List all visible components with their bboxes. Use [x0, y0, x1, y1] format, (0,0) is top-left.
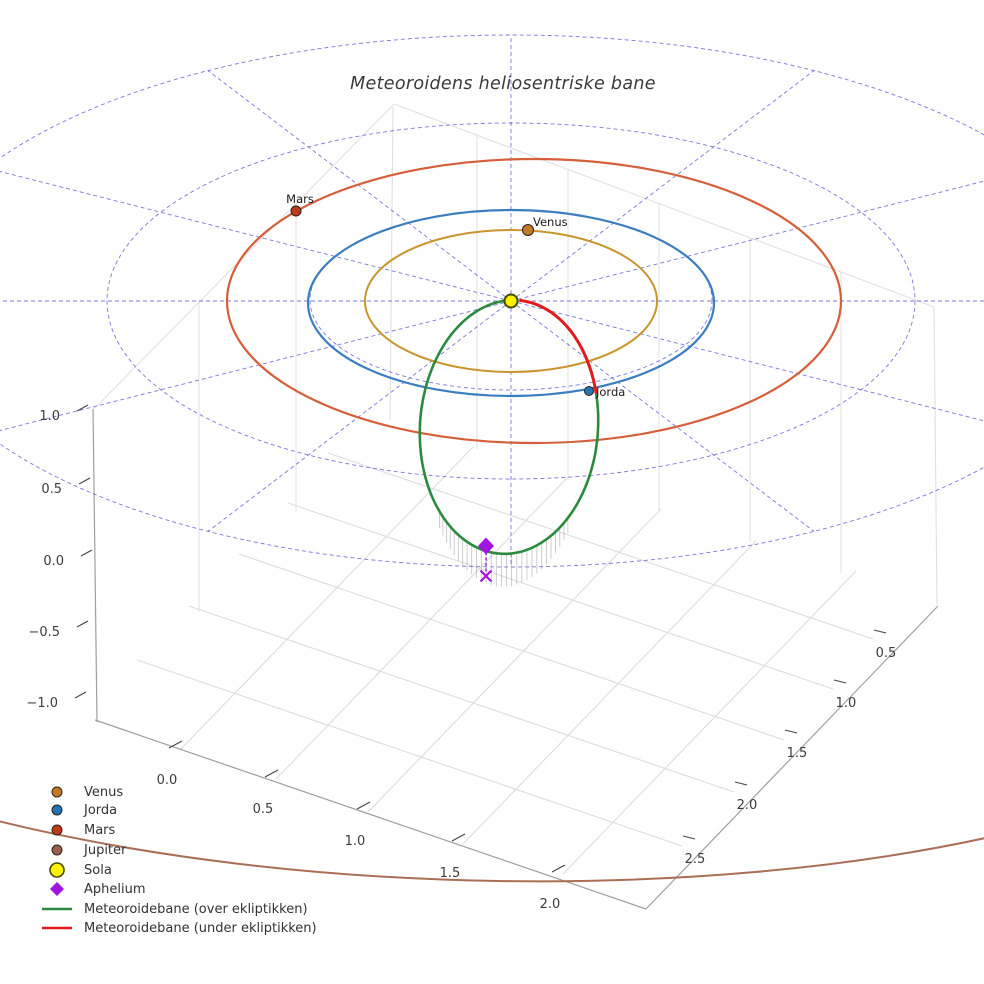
floor-gridline-y — [137, 660, 682, 846]
legend-label: Venus — [84, 785, 124, 800]
legend-marker-aphelium — [50, 882, 64, 896]
polar-radial-line — [0, 301, 511, 434]
y-tick-mark — [874, 630, 886, 633]
roof-right-edge — [394, 104, 934, 307]
back-corner-edge — [390, 107, 393, 420]
z-tick-label: −0.5 — [28, 625, 60, 640]
floor-gridline-y — [328, 453, 873, 639]
polar-radial-line — [0, 168, 511, 301]
z-tick-mark — [77, 405, 88, 411]
roof-left-edge — [94, 104, 394, 409]
planet-dot-mars — [291, 206, 301, 216]
z-tick-label: 0.5 — [41, 482, 62, 497]
x-tick-mark — [169, 741, 182, 748]
floor-gridline-x — [463, 541, 756, 844]
legend-label: Mars — [84, 823, 116, 838]
x-tick-label: 1.0 — [344, 834, 366, 849]
polar-radial-line — [511, 301, 814, 531]
floor-gridline-x — [563, 571, 856, 874]
polar-radial-line — [511, 168, 984, 301]
z-tick-mark — [77, 621, 88, 627]
legend-label: Aphelium — [84, 882, 146, 897]
y-tick-mark — [785, 730, 797, 733]
floor-gridlines — [137, 447, 873, 874]
floor-gridline-y — [189, 606, 734, 792]
jupiter-orbit — [0, 820, 984, 881]
floor-gridline-x — [276, 476, 569, 779]
legend-label: Jupiter — [84, 843, 127, 858]
legend-label: Sola — [84, 863, 112, 878]
legend-marker-venus — [52, 787, 62, 797]
planet-dot-jorda — [585, 387, 594, 396]
z-tick-label: 0.0 — [43, 554, 64, 569]
z-tick-mark — [75, 692, 86, 698]
z-tick-label: 1.0 — [39, 409, 60, 424]
meteoroid-orbit-above — [420, 301, 598, 554]
legend-marker-jupiter — [52, 845, 62, 855]
planet-label-jorda: Jorda — [596, 385, 626, 399]
polar-radial-line — [208, 301, 511, 531]
z-tick-mark — [79, 478, 90, 484]
legend-label: Jorda — [84, 803, 118, 818]
x-tick-label: 0.0 — [156, 773, 178, 788]
y-tick-mark — [683, 836, 695, 839]
z-axis-line — [93, 409, 97, 722]
legend-marker-sola — [50, 863, 64, 877]
y-tick-label: 2.0 — [736, 798, 758, 813]
z-tick-label: −1.0 — [26, 696, 58, 711]
floor-gridline-x — [368, 509, 661, 812]
legend-label: Meteoroidebane (under ekliptikken) — [84, 921, 317, 936]
z-tick-mark — [81, 550, 92, 556]
polar-radial-line — [208, 71, 511, 301]
legend-marker-mars — [52, 825, 62, 835]
y-tick-label: 1.5 — [786, 746, 808, 761]
axes-pane-lines — [94, 104, 937, 612]
sun-marker — [505, 295, 518, 308]
polar-radial-line — [511, 71, 814, 301]
planet-label-mars: Mars — [286, 192, 314, 206]
planet-label-venus: Venus — [533, 215, 568, 229]
x-tick-label: 0.5 — [252, 802, 274, 817]
polar-radial-line — [511, 301, 984, 434]
meteoroid-orbit-below — [519, 300, 596, 393]
x-tick-mark — [452, 834, 465, 841]
chart-title: Meteoroidens heliosentriske bane — [350, 74, 656, 94]
floor-gridline-y — [288, 503, 833, 689]
x-tick-mark — [265, 770, 278, 777]
right-pane-edge — [934, 307, 937, 605]
y-tick-label: 0.5 — [875, 646, 897, 661]
legend-marker-jorda — [52, 805, 62, 815]
y-tick-mark — [834, 680, 846, 683]
x-tick-mark — [357, 802, 370, 809]
legend-label: Meteoroidebane (over ekliptikken) — [84, 902, 308, 917]
planet-orbits — [0, 159, 984, 881]
x-tick-mark — [552, 865, 565, 872]
y-tick-label: 2.5 — [684, 852, 706, 867]
tick-labels — [26, 405, 896, 912]
x-tick-label: 1.5 — [439, 866, 461, 881]
x-tick-label: 2.0 — [539, 897, 561, 912]
legend — [42, 785, 317, 936]
polar-grid — [0, 35, 984, 567]
y-tick-mark — [735, 782, 747, 785]
planet-dot-venus — [523, 225, 534, 236]
y-tick-label: 1.0 — [835, 696, 857, 711]
